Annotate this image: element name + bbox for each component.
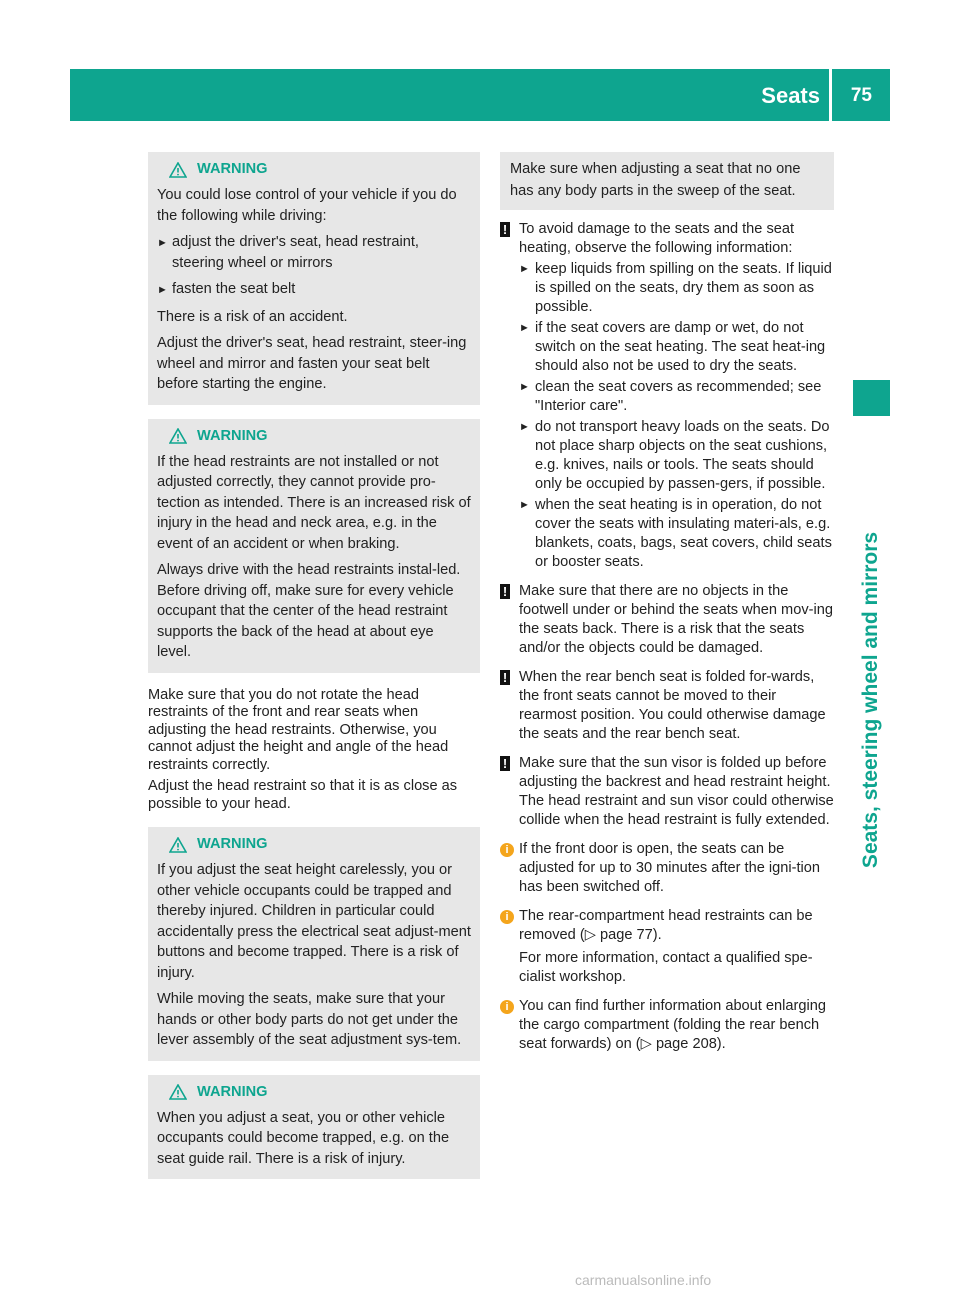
warning-box	[148, 419, 480, 673]
info-item: i You can find further information about enlarging the cargo compartment (folding the rear bench seat forwards) on (▷ page 208).	[500, 997, 834, 1054]
footer-watermark: carmanualsonline.info	[575, 1272, 712, 1288]
notice-item: ! To avoid damage to the seats and the seat heating, observe the following information:	[500, 220, 834, 258]
info-item: i The rear-compartment head restraints can be removed (▷ page 77). For more information, contact a qualified spe-cialist workshop.	[500, 907, 834, 987]
warning-title: WARNING	[197, 427, 268, 444]
page-number: 75	[850, 85, 872, 106]
warning-text: You could lose control of your vehicle if you do the following while driving:	[157, 187, 457, 224]
list-item: ► fasten the seat belt	[157, 279, 471, 301]
warning-text: If the head restraints are not installed or not adjusted correctly, they cannot provide pro-tection as intended. There is an increased risk of injury in the head and neck area, e.g. in the event of an accident or when braking.	[157, 453, 471, 552]
info-item: i If the front door is open, the seats can be adjusted for up to 30 minutes after the igni-tion has been switched off.	[500, 840, 834, 897]
info-icon: i	[500, 1000, 514, 1014]
warning-text: While moving the seats, make sure that your hands or other body parts do not get under the lever assembly of the seat adjustment sys-tem.	[157, 991, 462, 1048]
warning-text: If you adjust the seat height carelessly, you or other vehicle occupants could be trapped and thereby injured. Children in particular could accidentally press the electrical seat adjust-ment buttons and become trapped. There is a risk of injury.	[157, 862, 471, 981]
bullet-icon: ►	[157, 284, 168, 296]
notice-item: ! Make sure that the sun visor is folded up before adjusting the backrest and head restraint height. The head restraint and sun visor could otherwise collide when the head restraint is fully extended.	[500, 754, 834, 830]
header-bar	[70, 69, 890, 121]
header-divider	[829, 69, 832, 121]
warning-title: WARNING	[197, 161, 268, 177]
warning-box	[148, 827, 480, 1061]
list-item: ► do not transport heavy loads on the seats. Do not place sharp objects on the seat cushions, e.g. knives, nails or tools. The seats should only be occupied by passen-gers, if possible.	[519, 419, 830, 492]
exclamation-icon: !	[500, 584, 510, 599]
warning-text: There is a risk of an accident.	[157, 308, 348, 325]
warning-text: Adjust the driver's seat, head restraint, steer-ing wheel and mirror and fasten your seat belt before starting the engine.	[157, 335, 467, 392]
notice-item: ! Make sure that there are no objects in the footwell under or behind the seats when mov-ing the seats back. There is a risk that the seats and/or the objects could be damaged.	[500, 582, 834, 658]
info-icon: i	[500, 843, 514, 857]
body-text: Make sure that you do not rotate the head restraints of the front and rear seats when adjusting the head restraints. Otherwise, you cannot adjust the height and angle of the head restraints correctly.	[148, 686, 449, 773]
warning-text: When you adjust a seat, you or other vehicle occupants could become trapped, e.g. on the seat guide rail. There is a risk of injury.	[157, 1109, 450, 1167]
list-item: ► when the seat heating is in operation, do not cover the seats with insulating materi-als, e.g. blankets, coats, bags, seat covers, child seats or booster seats.	[519, 497, 832, 570]
left-column	[148, 152, 480, 1193]
warning-title: WARNING	[197, 1083, 268, 1100]
side-tab-label: Seats, steering wheel and mirrors	[859, 531, 882, 869]
bullet-icon: ►	[157, 237, 168, 249]
right-column	[500, 152, 834, 1064]
body-text: Adjust the head restraint so that it is as close as possible to your head.	[148, 778, 458, 812]
warning-box	[148, 152, 480, 405]
info-icon: i	[500, 910, 514, 924]
warning-text: Always drive with the head restraints instal-led. Before driving off, make sure for every vehicle occupant that the center of the head restraint supports the back of the head at about eye level.	[157, 562, 461, 660]
notice-item: ! When the rear bench seat is folded for-wards, the front seats cannot be moved to their rearmost position. You could otherwise damage the seats and the rear bench seat.	[500, 668, 834, 744]
bullet-icon: ►	[519, 381, 530, 393]
bullet-icon: ►	[519, 499, 530, 511]
list-item: ► adjust the driver's seat, head restraint, steering wheel or mirrors	[157, 232, 471, 273]
note-box	[500, 152, 834, 210]
warning-triangle-icon	[169, 162, 187, 178]
note-text: Make sure when adjusting a seat that no one has any body parts in the sweep of the seat.	[510, 161, 801, 199]
notice-list	[500, 260, 834, 572]
side-tab-marker	[853, 380, 890, 416]
list-item: ► clean the seat covers as recommended; see "Interior care".	[519, 379, 822, 414]
warning-triangle-icon	[169, 1084, 187, 1100]
header-title: Seats	[761, 83, 820, 108]
bullet-icon: ►	[519, 322, 530, 334]
exclamation-icon: !	[500, 756, 510, 771]
list-item: ► keep liquids from spilling on the seats. If liquid is spilled on the seats, dry them as soon as possible.	[519, 261, 832, 315]
exclamation-icon: !	[500, 222, 510, 237]
list-item: ► if the seat covers are damp or wet, do not switch on the seat heating. The seat heat-ing should also not be used to dry the seats.	[519, 320, 826, 374]
warning-triangle-icon	[169, 837, 187, 853]
warning-title: WARNING	[197, 836, 268, 852]
bullet-icon: ►	[519, 263, 530, 275]
exclamation-icon: !	[500, 670, 510, 685]
warning-triangle-icon	[169, 428, 187, 444]
bullet-icon: ►	[519, 421, 530, 433]
warning-box	[148, 1075, 480, 1180]
